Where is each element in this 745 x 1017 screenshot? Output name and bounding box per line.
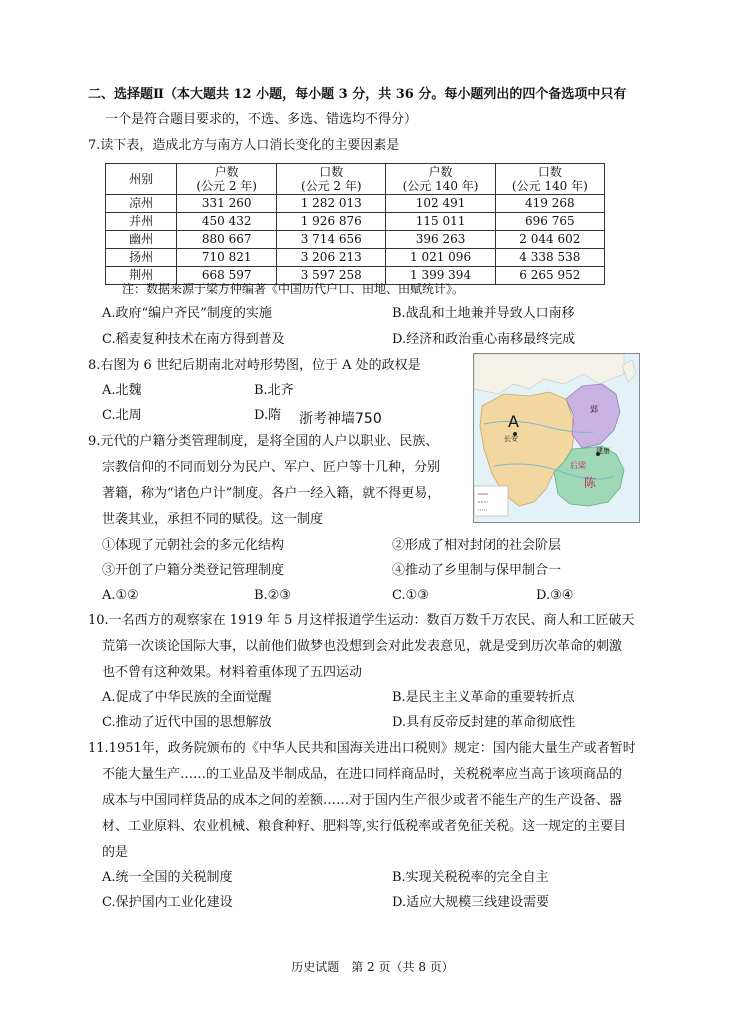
- q11-line4: 材、工业原料、农业机械、粮食种籽、肥料等,实行低税率或者免征关税。这一规定的主要目: [102, 819, 627, 834]
- watermark-text: 浙考神墙750: [299, 411, 382, 427]
- q9-statement-2: ②形成了相对封闭的社会阶层: [392, 538, 562, 553]
- table-cell: 荆州: [106, 267, 177, 285]
- table-cell: 102 491: [386, 195, 495, 213]
- q9-line3: 著籍，称为“诸色户计”制度。各户一经入籍，就不得更易，: [102, 486, 441, 501]
- table-cell: 1 926 876: [277, 213, 386, 231]
- q11-line1: 11.1951年，政务院颁布的《中华人民共和国海关进出口税则》规定：国内能大量生产或者暂时: [88, 741, 636, 756]
- q10-option-b[interactable]: B.是民主主义革命的重要转折点: [392, 690, 575, 705]
- table-row: [106, 195, 605, 213]
- q7-stem: 7.读下表，造成北方与南方人口消长变化的主要因素是: [88, 138, 400, 153]
- table-cell: 331 260: [177, 195, 277, 213]
- table-cell: 3 206 213: [277, 249, 386, 267]
- q9-statement-1: ①体现了元朝社会的多元化结构: [102, 538, 285, 553]
- q7-option-b[interactable]: B.战乱和土地兼并导致人口南移: [392, 306, 575, 321]
- table-cell: 115 011: [386, 213, 495, 231]
- map-legend-box: [474, 486, 508, 516]
- q11-option-a[interactable]: A.统一全国的关税制度: [102, 870, 233, 885]
- map-label-zheng: 郢: [590, 405, 598, 414]
- table-cell: 710 821: [177, 249, 277, 267]
- q11-line5: 的是: [102, 845, 129, 860]
- q9-option-d[interactable]: D.③④: [536, 588, 574, 603]
- q10-line1: 10.一名西方的观察家在 1919 年 5 月这样报道学生运动：数百万数千万农民、商人和工匠破天: [88, 613, 635, 628]
- table-cell: 6 265 952: [495, 267, 604, 285]
- table-cell: 1 399 394: [386, 267, 495, 285]
- header-text: 口数: [319, 165, 344, 179]
- header-text: 户数: [214, 165, 239, 179]
- map-label-liang: 后梁: [570, 461, 586, 470]
- col-header-households-2: [177, 164, 277, 195]
- header-text: 户数: [428, 165, 453, 179]
- map-label-changan: 长安: [504, 435, 518, 443]
- population-table: [105, 163, 605, 285]
- q9-line2: 宗教信仰的不同而划分为民户、军户、匠户等十几种，分别: [102, 460, 441, 475]
- q9-line1: 9.元代的户籍分类管理制度，是将全国的人户以职业、民族、: [88, 434, 439, 449]
- q10-line2: 荒第一次谈论国际大事，以前他们做梦也没想到会对此发表意见，就是受到历次革命的刺激: [102, 639, 623, 654]
- q9-option-a[interactable]: A.①②: [102, 588, 139, 603]
- table-cell: 668 597: [177, 267, 277, 285]
- map-label-jiankang: 建康: [596, 447, 610, 455]
- q10-option-d[interactable]: D.具有反帝反封建的革命彻底性: [392, 715, 576, 730]
- table-cell: 3 597 258: [277, 267, 386, 285]
- q9-option-c[interactable]: C.①③: [392, 588, 429, 603]
- q7-option-d[interactable]: D.经济和政治重心南移最终完成: [392, 332, 576, 347]
- map-graphic: [474, 354, 639, 522]
- map-label-chen: 陈: [584, 476, 597, 490]
- table-header-row: [106, 164, 605, 195]
- table-row: [106, 249, 605, 267]
- q10-line3: 也不曾有这种效果。材料着重体现了五四运动: [102, 665, 363, 680]
- table-cell: 880 667: [177, 231, 277, 249]
- col-header-state: 州别: [106, 164, 177, 195]
- table-cell: 并州: [106, 213, 177, 231]
- q7-option-c[interactable]: C.稻麦复种技术在南方得到普及: [102, 332, 285, 347]
- q8-option-c[interactable]: C.北周: [102, 408, 142, 423]
- col-header-pop-140: [495, 164, 604, 195]
- q11-option-b[interactable]: B.实现关税税率的完全自主: [392, 870, 549, 885]
- table-cell: 396 263: [386, 231, 495, 249]
- q11-line2: 不能大量生产……的工业品及半制成品，在进口同样商品时，关税税率应当高于该项商品的: [102, 767, 623, 782]
- map-label-a: A: [508, 412, 519, 431]
- q9-option-b[interactable]: B.②③: [254, 588, 291, 603]
- header-subtext: (公元 140 年): [402, 179, 479, 193]
- header-subtext: (公元 140 年): [511, 179, 588, 193]
- table-cell: 2 044 602: [495, 231, 604, 249]
- north-south-map: [473, 353, 640, 523]
- table-cell: 1 021 096: [386, 249, 495, 267]
- col-header-households-140: [386, 164, 495, 195]
- q10-option-a[interactable]: A.促成了中华民族的全面觉醒: [102, 690, 272, 705]
- header-subtext: (公元 2 年): [300, 179, 362, 193]
- col-header-pop-2: [277, 164, 386, 195]
- table-row: [106, 213, 605, 231]
- table-cell: 凉州: [106, 195, 177, 213]
- section-title-line1: 二、选择题Ⅱ（本大题共 12 小题，每小题 3 分，共 36 分。每小题列出的四个备选项中只有: [88, 87, 627, 102]
- q8-option-b[interactable]: B.北齐: [254, 383, 294, 398]
- table-cell: 幽州: [106, 231, 177, 249]
- table-cell: 1 282 013: [277, 195, 386, 213]
- page-footer: 历史试题 第 2 页（共 8 页）: [291, 960, 454, 974]
- table-cell: 696 765: [495, 213, 604, 231]
- q9-line4: 世袭其业，承担不同的赋役。这一制度: [102, 512, 324, 527]
- q11-option-c[interactable]: C.保护国内工业化建设: [102, 895, 233, 910]
- q9-statement-3: ③开创了户籍分类登记管理制度: [102, 563, 285, 578]
- header-text: 口数: [537, 165, 562, 179]
- table-cell: 扬州: [106, 249, 177, 267]
- table-cell: 419 268: [495, 195, 604, 213]
- table-cell: 450 432: [177, 213, 277, 231]
- q7-option-a[interactable]: A.政府“编户齐民”制度的实施: [102, 306, 272, 321]
- q11-option-d[interactable]: D.适应大规模三线建设需要: [392, 895, 550, 910]
- header-subtext: (公元 2 年): [196, 179, 257, 193]
- table-cell: 3 714 656: [277, 231, 386, 249]
- q9-statement-4: ④推动了乡里制与保甲制合一: [392, 563, 562, 578]
- q11-line3: 成本与中国同样货品的成本之间的差额……对于国内生产很少或者不能生产的生产设备、器: [102, 793, 623, 808]
- q10-option-c[interactable]: C.推动了近代中国的思想解放: [102, 715, 272, 730]
- table-cell: 4 338 538: [495, 249, 604, 267]
- section-title-line2: 一个是符合题目要求的，不选、多选、错选均不得分）: [105, 112, 418, 127]
- table-note: 注：数据来源于梁方仲编著《中国历代户口、田地、田赋统计》。: [122, 282, 465, 296]
- q8-stem: 8.右图为 6 世纪后期南北对峙形势图，位于 A 处的政权是: [88, 358, 421, 373]
- q8-option-d[interactable]: D.隋: [254, 408, 282, 423]
- q8-option-a[interactable]: A.北魏: [102, 383, 142, 398]
- table-row: [106, 231, 605, 249]
